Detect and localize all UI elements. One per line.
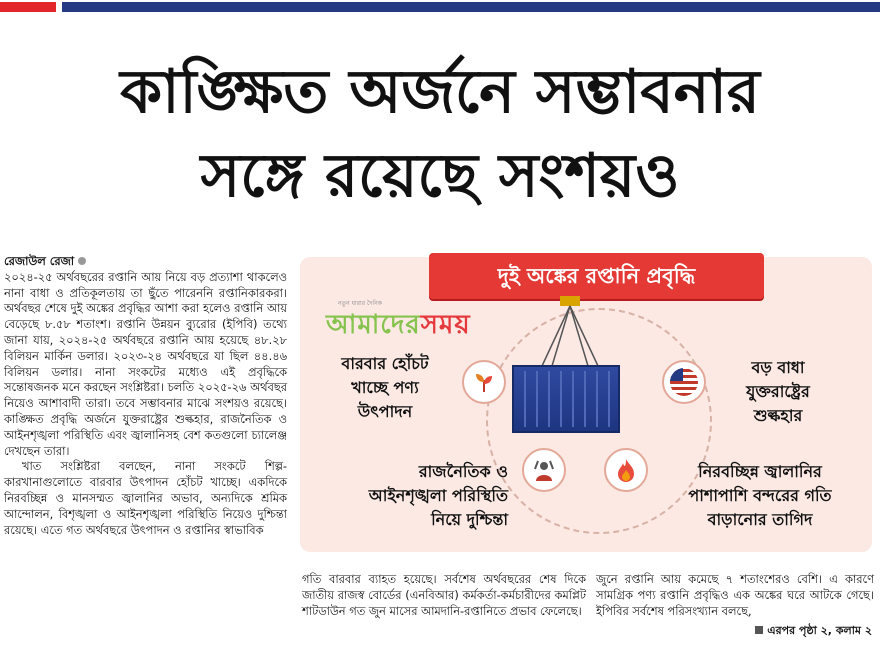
label-us-tariff: বড় বাধা যুক্তরাষ্ট্রের শুল্কহার [746,358,810,425]
infographic-title: দুই অঙ্কের রপ্তানি প্রবৃদ্ধি [429,253,764,299]
article-column-1 [4,254,287,538]
watermark-logo [326,304,471,348]
crane-hook-icon [540,296,600,368]
column-2-text: গতি বারবার ব্যাহত হয়েছে। সর্বশেষ অর্থবছরের শেষ দিকে জাতীয় রাজস্ব বোর্ডের (এনবিআর) কর্মকর্তা-কর্মচারীদের কমপ্লিট শাটডাউন গত জুন মাসের আমদানি-রপ্তানিতে প্রভাব ফেলেছে। [302,572,586,618]
us-flag-icon [662,360,706,404]
label-production-stalls: বারবার হোঁচট খাচ্ছে পণ্য উৎপাদন [341,354,429,421]
article-column-3 [596,572,874,619]
plant-icon [462,360,506,404]
label-political-concern: রাজনৈতিক ও আইনশৃঙ্খলা পরিস্থিতি নিয়ে দুশ্চিন্তা [368,462,508,529]
continued-note [755,622,872,641]
protest-icon [522,448,566,492]
headline [0,50,880,218]
top-accent-red [0,2,56,12]
headline-line-1: কাঙ্ক্ষিত অর্জনে সম্ভাবনার [120,57,760,127]
article-column-2 [302,572,586,619]
top-accent-blue [62,2,880,12]
author-name: রেজাউল রেজা [4,254,75,268]
byline [4,254,287,270]
fire-icon [604,448,648,492]
paragraph-2: খাত সংশ্লিষ্টরা বলছেন, নানা সংকটে শিল্প-কারখানাগুলোতে বারবার উৎপাদন হোঁচট খাচ্ছে। একদিকে নিরবচ্ছিন্ন ও মানসম্মত জ্বালানির অভাব, অন্যদিকে শ্রমিক আন্দোলন, বিশৃঙ্খলা ও আইনশৃঙ্খলা পরিস্থিতি নিয়েও দুশ্চিন্তা রয়েছে। এতে গত অর্থবছরে উৎপাদন ও রপ্তানির স্বাভাবিক [4,459,287,537]
watermark-tagline: নতুন ধারার দৈনিক [338,300,382,307]
continued-text: এরপর পৃষ্ঠা ২, কলাম ২ [767,624,872,637]
watermark-logo-part-1: আমাদের [326,310,421,340]
square-bullet-icon [755,626,763,634]
paragraph-1: ২০২৪-২৫ অর্থবছরের রপ্তানি আয় নিয়ে বড় প্রত্যাশা থাকলেও নানা বাধা ও প্রতিকূলতায় তা ছুঁতে পারেননি রপ্তানিকারকরা। অর্থবছর শেষে দুই অঙ্কের প্রবৃদ্ধির আশা করা হলেও রপ্তানি আয় বেড়েছে ৮.৫৮ শতাংশ। রপ্তানি উন্নয়ন ব্যুরোর (ইপিবি) তথ্যে জানা যায়, ২০২৪-২৫ অর্থবছরে রপ্তানি আয় হয়েছে ৪৮.২৮ বিলিয়ন মার্কিন ডলার। ২০২৩-২৪ অর্থবছরে যা ছিল ৪৪.৪৬ বিলিয়ন ডলার। নানা সংকটের মধ্যেও এই প্রবৃদ্ধিকে সন্তোষজনক মনে করছেন সংশ্লিষ্টরা। চলতি ২০২৫-২৬ অর্থবছর নিয়েও আশাবাদী তারা। তবে সম্ভাবনার মাঝে সংশয়ও রয়েছে। কাঙ্ক্ষিত প্রবৃদ্ধি অর্জনে যুক্তরাষ্ট্রের শুল্কহার, রাজনৈতিক ও আইনশৃঙ্খলা পরিস্থিতি এবং জ্বালানিসহ বেশ কতগুলো চ্যালেঞ্জ দেখছেন তারা। [4,269,287,458]
watermark-logo-part-2: সময় [420,310,471,340]
headline-line-2: সঙ্গে রয়েছে সংশয়ও [200,141,680,211]
label-energy-port: নিরবচ্ছিন্ন জ্বালানির পাশাপাশি বন্দরের গতি বাড়ানোর তাগিদ [688,462,832,529]
byline-dot-icon [78,257,86,265]
column-3-text: জুনে রপ্তানি আয় কমেছে ৭ শতাংশেরও বেশি। এ কারণে সামগ্রিক পণ্য রপ্তানি প্রবৃদ্ধিও এক অঙ্কের ঘরে আটকে গেছে। ইপিবির সর্বশেষ পরিসংখ্যান বলছে, [596,572,874,618]
shipping-container-icon [512,365,620,433]
